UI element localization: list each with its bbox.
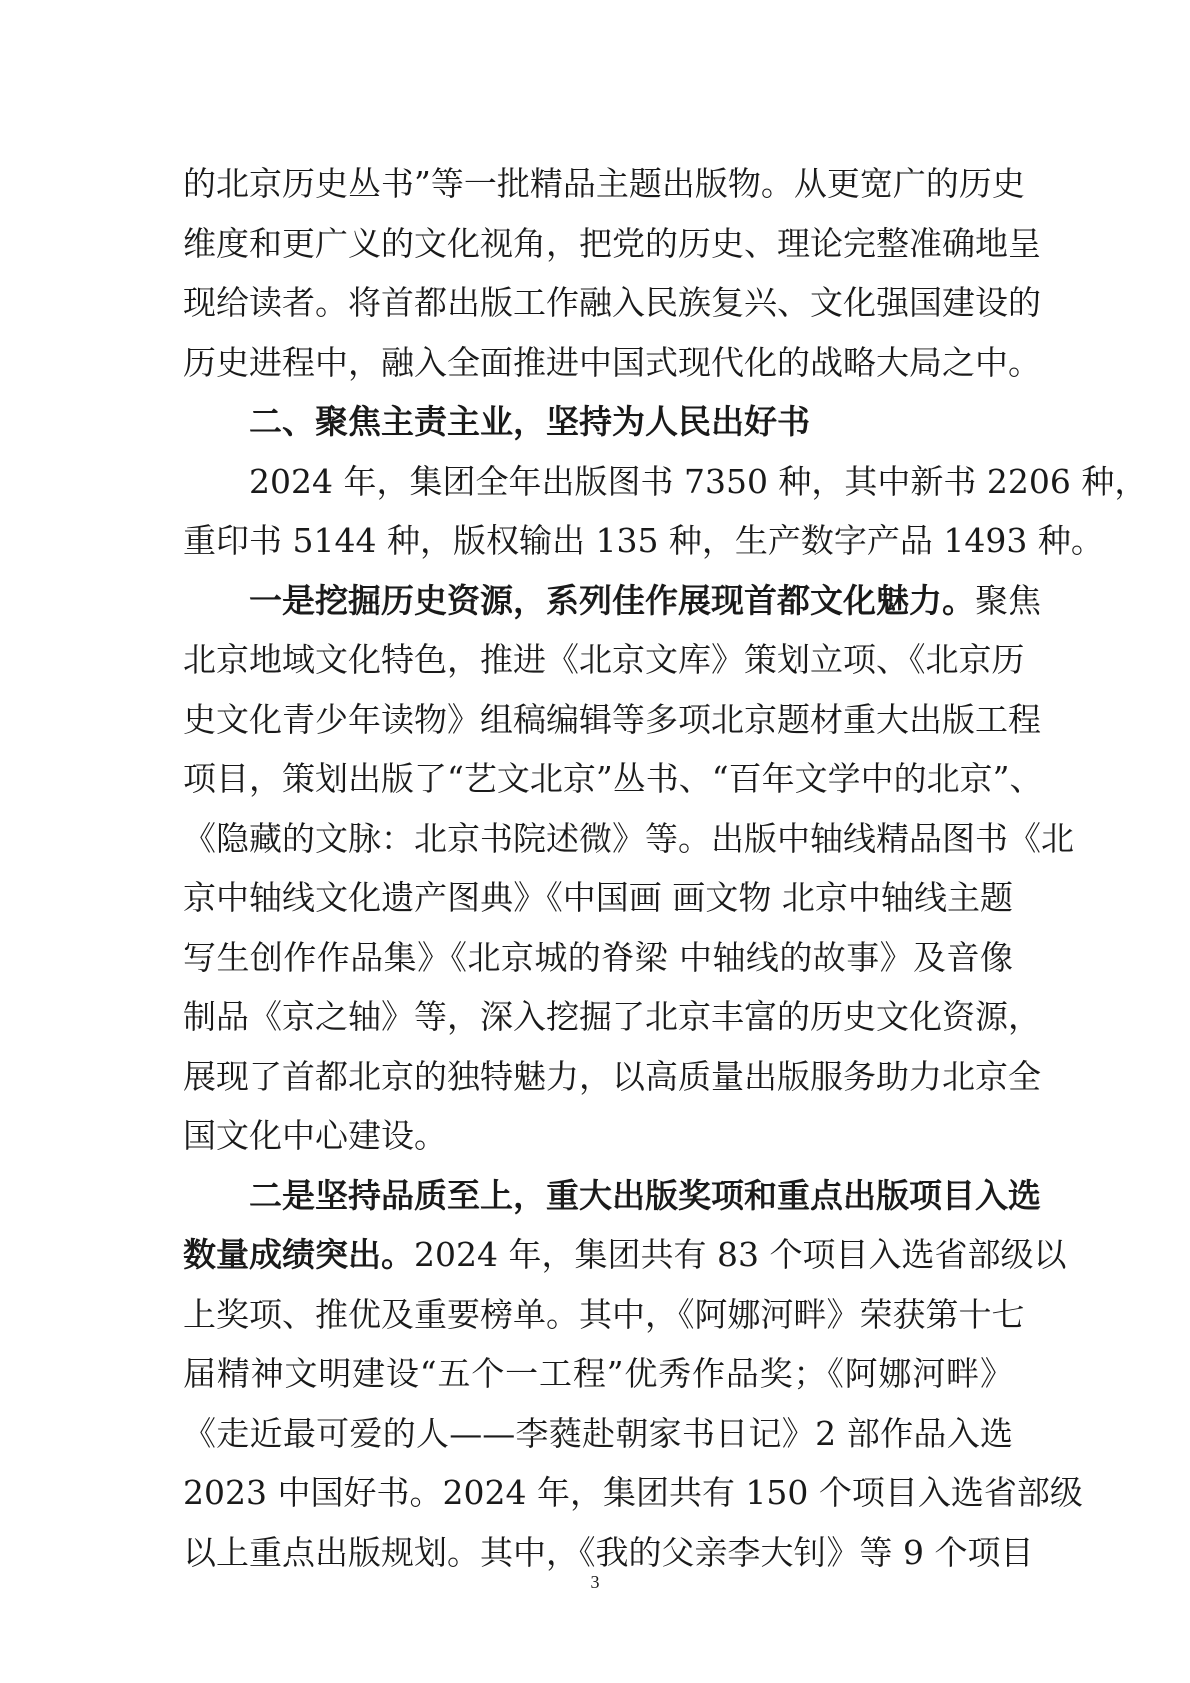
page-number: 3 xyxy=(590,1572,600,1592)
paragraph-line: 以上重点出版规划。其中，《我的父亲李大钊》等 9 个项目 xyxy=(183,1532,1034,1572)
paragraph-line: 项目，策划出版了“艺文北京”丛书、“百年文学中的北京”、 xyxy=(183,759,1043,798)
paragraph-line: 写生创作作品集》《北京城的脊梁 中轴线的故事》及音像 xyxy=(183,937,1013,977)
document-body xyxy=(183,154,1148,1582)
paragraph-line: 2023 中国好书。2024 年，集团共有 150 个项目入选省部级 xyxy=(183,1473,1083,1512)
paragraph-line: 重印书 5144 种，版权输出 135 种，生产数字产品 1493 种。 xyxy=(183,521,1104,560)
paragraph-lead-rest: 聚焦 xyxy=(975,580,1041,620)
paragraph-lead-bold: 一是挖掘历史资源，系列佳作展现首都文化魅力。 xyxy=(249,580,975,620)
paragraph-line: 《走近最可爱的人——李蕤赴朝家书日记》2 部作品入选 xyxy=(183,1413,1013,1453)
paragraph-line: 现给读者。将首都出版工作融入民族复兴、文化强国建设的 xyxy=(183,283,1041,322)
paragraph-lead-rest: 2024 年，集团共有 83 个项目入选省部级以 xyxy=(414,1235,1067,1274)
paragraph-line: 制品《京之轴》等，深入挖掘了北京丰富的历史文化资源， xyxy=(183,997,1041,1036)
paragraph-line: 届精神文明建设“五个一工程”优秀作品奖；《阿娜河畔》 xyxy=(183,1354,1013,1393)
paragraph-line: 上奖项、推优及重要榜单。其中，《阿娜河畔》荣获第十七 xyxy=(183,1294,1025,1334)
paragraph-lead-bold: 数量成绩突出。 xyxy=(183,1235,414,1274)
section-heading: 二、聚焦主责主业，坚持为人民出好书 xyxy=(249,402,810,441)
paragraph-line: 国文化中心建设。 xyxy=(183,1116,447,1155)
paragraph-line: 《隐藏的文脉：北京书院述微》等。出版中轴线精品图书《北 xyxy=(183,818,1074,858)
paragraph-line: 展现了首都北京的独特魅力，以高质量出版服务助力北京全 xyxy=(183,1056,1041,1096)
paragraph-lead-bold: 二是坚持品质至上，重大出版奖项和重点出版项目入选 xyxy=(249,1175,1041,1215)
paragraph-line: 维度和更广义的文化视角，把党的历史、理论完整准确地呈 xyxy=(183,223,1041,263)
paragraph-line xyxy=(183,571,1041,631)
paragraph-line: 历史进程中，融入全面推进中国式现代化的战略大局之中。 xyxy=(183,342,1041,382)
paragraph-line: 的北京历史丛书”等一批精品主题出版物。从更宽广的历史 xyxy=(183,164,1025,203)
paragraph-line: 北京地域文化特色，推进《北京文库》策划立项、《北京历 xyxy=(183,640,1025,679)
paragraph-line: 2024 年，集团全年出版图书 7350 种，其中新书 2206 种， xyxy=(249,461,1148,501)
paragraph-line xyxy=(183,1225,1067,1285)
paragraph-line: 史文化青少年读物》组稿编辑等多项北京题材重大出版工程 xyxy=(183,699,1041,739)
paragraph-line: 京中轴线文化遗产图典》《中国画 画文物 北京中轴线主题 xyxy=(183,878,1013,917)
